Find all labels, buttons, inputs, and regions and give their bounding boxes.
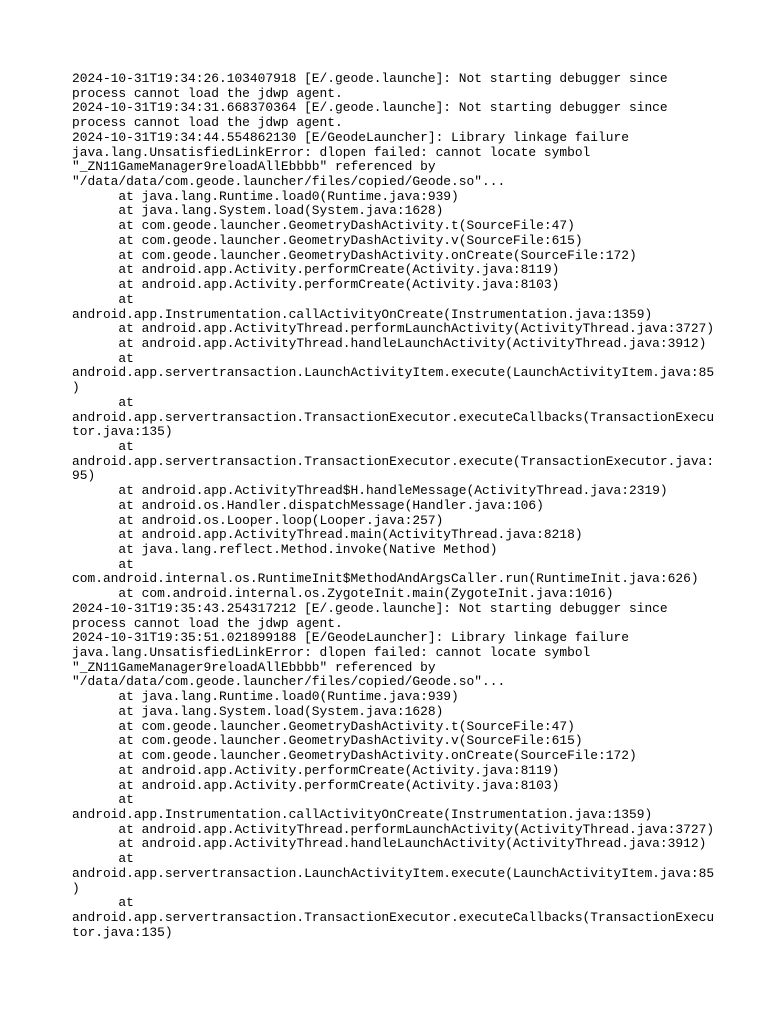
- log-line: android.app.servertransaction.LaunchActivityItem.execute(LaunchActivityItem.java:85: [72, 365, 715, 381]
- log-line: at: [72, 350, 134, 366]
- log-line: "_ZN11GameManager9reloadAllEbbbb" referenced by: [72, 159, 436, 175]
- log-line: at com.android.internal.os.ZygoteInit.main(ZygoteInit.java:1016): [72, 586, 614, 602]
- log-line: android.app.Instrumentation.callActivityOnCreate(Instrumentation.java:1359): [72, 806, 653, 822]
- log-line: "_ZN11GameManager9reloadAllEbbbb" referenced by: [72, 659, 436, 675]
- log-line: at android.app.ActivityThread.performLaunchActivity(ActivityThread.java:3727): [72, 821, 715, 837]
- log-line: tor.java:135): [72, 924, 173, 940]
- log-line: at com.geode.launcher.GeometryDashActivity.v(SourceFile:615): [72, 232, 583, 248]
- log-line: process cannot load the jdwp agent.: [72, 615, 343, 631]
- log-line: 2024-10-31T19:34:26.103407918 [E/.geode.launche]: Not starting debugger since: [72, 71, 668, 86]
- log-line: ): [72, 880, 80, 896]
- log-line: at: [72, 556, 134, 572]
- log-text-block: [72, 71, 715, 940]
- log-line: at android.app.ActivityThread.main(ActivityThread.java:8218): [72, 527, 583, 543]
- log-line: at android.app.ActivityThread.handleLaunchActivity(ActivityThread.java:3912): [72, 836, 707, 852]
- log-line: at java.lang.System.load(System.java:1628): [72, 203, 444, 219]
- log-line: 2024-10-31T19:34:44.554862130 [E/GeodeLauncher]: Library linkage failure: [72, 129, 629, 145]
- log-line: "/data/data/com.geode.launcher/files/copied/Geode.so"...: [72, 674, 506, 690]
- log-line: android.app.servertransaction.LaunchActivityItem.execute(LaunchActivityItem.java:85: [72, 865, 715, 881]
- log-line: 95): [72, 468, 96, 484]
- log-line: com.android.internal.os.RuntimeInit$MethodAndArgsCaller.run(RuntimeInit.java:626): [72, 571, 699, 587]
- log-line: at java.lang.reflect.Method.invoke(Native Method): [72, 542, 498, 557]
- log-line: ): [72, 380, 80, 396]
- log-line: at: [72, 438, 134, 454]
- log-line: 2024-10-31T19:35:51.021899188 [E/GeodeLauncher]: Library linkage failure: [72, 630, 629, 646]
- log-line: at: [72, 895, 134, 911]
- log-line: at android.app.Activity.performCreate(Activity.java:8103): [72, 277, 560, 293]
- log-line: android.app.servertransaction.TransactionExecutor.executeCallbacks(TransactionExecu: [72, 909, 715, 925]
- log-line: android.app.servertransaction.TransactionExecutor.execute(TransactionExecutor.java:: [72, 453, 715, 469]
- log-line: java.lang.UnsatisfiedLinkError: dlopen failed: cannot locate symbol: [72, 645, 591, 661]
- log-line: at com.geode.launcher.GeometryDashActivity.t(SourceFile:47): [72, 718, 575, 734]
- log-line: process cannot load the jdwp agent.: [72, 85, 343, 101]
- log-line: at: [72, 792, 134, 808]
- log-line: at com.geode.launcher.GeometryDashActivity.onCreate(SourceFile:172): [72, 247, 637, 263]
- log-line: "/data/data/com.geode.launcher/files/copied/Geode.so"...: [72, 174, 506, 190]
- log-line: at com.geode.launcher.GeometryDashActivity.t(SourceFile:47): [72, 218, 575, 234]
- log-line: 2024-10-31T19:34:31.668370364 [E/.geode.launche]: Not starting debugger since: [72, 100, 668, 116]
- log-line: at android.app.ActivityThread.handleLaunchActivity(ActivityThread.java:3912): [72, 335, 707, 351]
- log-line: at: [72, 394, 134, 410]
- log-line: at java.lang.Runtime.load0(Runtime.java:939): [72, 188, 459, 204]
- log-line: at: [72, 851, 134, 867]
- log-line: at android.app.Activity.performCreate(Activity.java:8119): [72, 262, 560, 278]
- log-line: 2024-10-31T19:35:43.254317212 [E/.geode.launche]: Not starting debugger since: [72, 600, 668, 616]
- log-line: tor.java:135): [72, 424, 173, 440]
- log-line: at java.lang.Runtime.load0(Runtime.java:939): [72, 689, 459, 705]
- log-line: java.lang.UnsatisfiedLinkError: dlopen failed: cannot locate symbol: [72, 144, 591, 160]
- log-line: at android.os.Looper.loop(Looper.java:257): [72, 512, 444, 528]
- log-line: at android.app.Activity.performCreate(Activity.java:8119): [72, 762, 560, 778]
- log-line: at android.app.ActivityThread$H.handleMessage(ActivityThread.java:2319): [72, 483, 668, 499]
- log-line: android.app.Instrumentation.callActivityOnCreate(Instrumentation.java:1359): [72, 306, 653, 322]
- log-line: android.app.servertransaction.TransactionExecutor.executeCallbacks(TransactionExecu: [72, 409, 715, 425]
- log-line: process cannot load the jdwp agent.: [72, 115, 343, 131]
- log-line: at com.geode.launcher.GeometryDashActivity.v(SourceFile:615): [72, 733, 583, 749]
- log-line: at: [72, 291, 134, 307]
- log-line: at android.app.ActivityThread.performLaunchActivity(ActivityThread.java:3727): [72, 321, 715, 337]
- log-line: at com.geode.launcher.GeometryDashActivity.onCreate(SourceFile:172): [72, 748, 637, 764]
- log-line: at java.lang.System.load(System.java:1628): [72, 703, 444, 719]
- log-line: at android.app.Activity.performCreate(Activity.java:8103): [72, 777, 560, 793]
- log-line: at android.os.Handler.dispatchMessage(Handler.java:106): [72, 497, 544, 513]
